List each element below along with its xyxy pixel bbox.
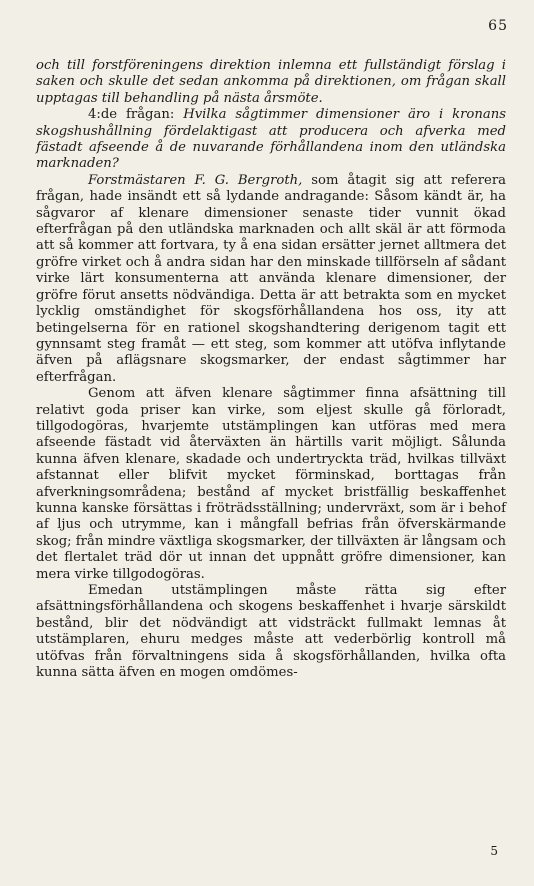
speaker-name: Forstmästaren F. G. Bergroth, <box>88 172 303 188</box>
question-label: 4:de frågan: <box>88 107 175 123</box>
body-text <box>36 58 506 681</box>
question-text: Hvilka sågtimmer dimensioner äro i kronans skogshushållning fördelaktigast att producera och afverka med fästadt afseende å de nuvarande förhållandena inom den utländska marknaden? <box>36 107 506 172</box>
opening-note: och till forstföreningens direktion inlemna ett fullständigt förslag i saken och skulle det sedan ankomma på direktionen, om frågan skall upptagas till behandling på nästa årsmöte. <box>36 58 506 106</box>
paragraph-1-text: som åtagit sig att referera frågan, hade insändt ett så lydande andragande: Såsom kändt är, ha sågvaror af klenare dimensioner senaste tider vunnit ökad efterfrågan på den utländska marknaden och allt skäl är att förmoda att så kommer att fortvara, ty å ena sidan ersätter jernet alltmera det gröfre virket och å andra sidan har den minskade tillförseln af sådant virke lärt konsumenterna att använda klenare dimensioner, der gröfre förut ansetts nödvändiga. Detta är att betrakta som en mycket lycklig omständighet för skogsförhållandena hos oss, ity att betingelserna för en rationel skogshandtering derigenom tagit ett gynnsamt steg framåt — ett steg, som kommer att utöfva inflytande äfven på aflägsnare skogsmarker, der endast sågtimmer har efterfrågan. <box>36 172 506 385</box>
footer-signature-number: 5 <box>490 844 498 858</box>
paragraph-1 <box>36 173 506 386</box>
paragraph-3: Emedan utstämplingen måste rätta sig efter afsättningsförhållandena och skogens beskaffenhet i hvarje särskildt bestånd, blir det nödvändigt att vidsträckt fullmakt lemnas åt utstämplaren, ehuru medges måste att vederbörlig kontroll må utöfvas från förvaltningens sida å skogsförhållanden, hvilka ofta kunna sätta äfven en mogen omdömes- <box>36 583 506 681</box>
page-number: 65 <box>488 18 508 34</box>
paragraph-2: Genom att äfven klenare sågtimmer finna afsättning till relativt goda priser kan virke, som eljest skulle gå förloradt, tillgodogöras, hvarjemte utstämplingen kan utföras med mera afseende fästadt vid återväxten än härtills varit möjligt. Sålunda kunna äfven klenare, skadade och undertryckta träd, hvilkas tillväxt afstannat eller blifvit mycket förminskad, borttagas från afverkningsområdena; bestånd af mycket bristfällig beskaffenhet kunna kanske försättas i fröträdsställning; undervräxt, som är i behof af ljus och utrymme, kan i mångfall befrias från öfverskärmande skog; från mindre växtliga skogsmarker, der tillväxten är långsam och det flertalet träd dör ut innan det uppnått gröfre dimensioner, kan mera virke tillgodogöras. <box>36 386 506 582</box>
question-paragraph <box>36 107 506 173</box>
